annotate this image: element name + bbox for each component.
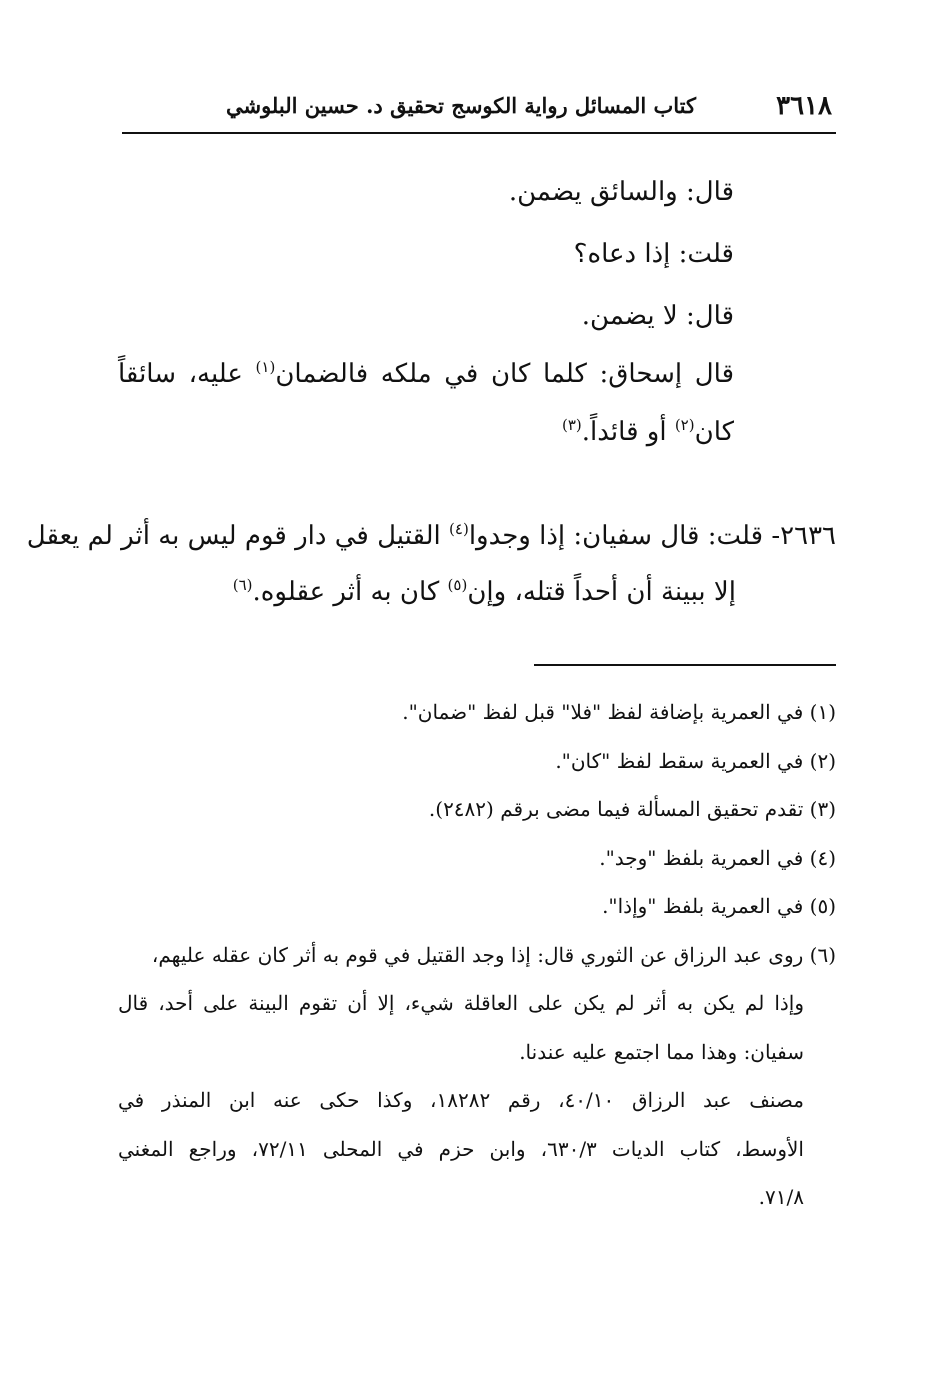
- issue-line-1: [26, 512, 836, 568]
- text-line-2: قلت: إذا دعاه؟: [573, 239, 734, 269]
- running-title: كتاب المسائل رواية الكوسج تحقيق د. حسين البلوشي: [225, 93, 696, 118]
- footnote-6-line-4: مصنف عبد الرزاق ٤٠/١٠، رقم ١٨٢٨٢، وكذا حكى عنه ابن المنذر في: [118, 1088, 804, 1112]
- footnote-separator: [534, 664, 836, 666]
- footnote-ref-5: (٥): [447, 576, 468, 594]
- text-line-3: قال: لا يضمن.: [581, 301, 734, 331]
- footnote-2: (٢) في العمرية سقط لفظ "كان".: [555, 748, 836, 773]
- text-line-5-part-b: أو قائداً.: [581, 417, 675, 447]
- footnote-ref-6: (٦): [232, 576, 253, 594]
- footnote-ref-3: (٣): [562, 416, 582, 434]
- issue-line-2-part-a: إلا ببينة أن أحداً قتله، وإن: [467, 577, 736, 607]
- footnote-ref-1: (١): [255, 358, 276, 376]
- footnote-1: (١) في العمرية بإضافة لفظ "فلا" قبل لفظ "ضمان".: [402, 700, 836, 724]
- footnote-6-line-3: سفيان: وهذا مما اجتمع عليه عندنا.: [519, 1039, 804, 1064]
- issue-2636: [26, 512, 836, 624]
- issue-line-2-part-b: كان به أثر عقلوه.: [252, 577, 448, 607]
- page-number: ٣٦١٨: [776, 91, 832, 121]
- text-line-1: قال: والسائق يضمن.: [508, 177, 734, 207]
- text-line-5-part-a: كان: [694, 417, 734, 447]
- footnote-6-line-6: ٧١/٨.: [758, 1185, 804, 1209]
- issue-line-1-part-a: ٢٦٣٦- قلت: قال سفيان: إذا وجدوا: [468, 521, 836, 551]
- main-text: [118, 168, 734, 470]
- footnote-4: (٤) في العمرية بلفظ "وجد".: [599, 845, 836, 870]
- footnotes: [118, 692, 836, 1226]
- footnote-3: (٣) تقدم تحقيق المسألة فيما مضى برقم (٢٤٨٢).: [428, 797, 836, 821]
- text-line-4-part-a: قال إسحاق: كلما كان في ملكه فالضمان: [275, 359, 734, 389]
- footnote-6-line-1: (٦) روى عبد الرزاق عن الثوري قال: إذا وجد القتيل في قوم به أثر كان عقله عليهم،: [151, 942, 836, 967]
- footnote-6: [118, 935, 836, 1226]
- page-header: [122, 86, 836, 134]
- issue-line-2: [118, 568, 836, 624]
- text-line-4: [118, 350, 734, 408]
- footnote-ref-2: (٢): [674, 416, 695, 434]
- issue-line-1-part-b: القتيل في دار قوم ليس به أثر لم يعقل: [26, 521, 450, 551]
- text-line-4-part-b: عليه، سائقاً: [118, 359, 256, 389]
- footnote-6-line-5: الأوسط، كتاب الديات ٦٣٠/٣، وابن حزم في المحلى ٧٢/١١، وراجع المغني: [118, 1136, 804, 1161]
- footnote-6-line-2: وإذا لم يكن به أثر لم يكن على العاقلة شيء، إلا أن تقوم البينة على أحد، قال: [118, 991, 804, 1015]
- text-line-5: [118, 408, 734, 470]
- footnote-ref-4: (٤): [449, 520, 469, 538]
- footnote-5: (٥) في العمرية بلفظ "وإذا".: [602, 894, 836, 918]
